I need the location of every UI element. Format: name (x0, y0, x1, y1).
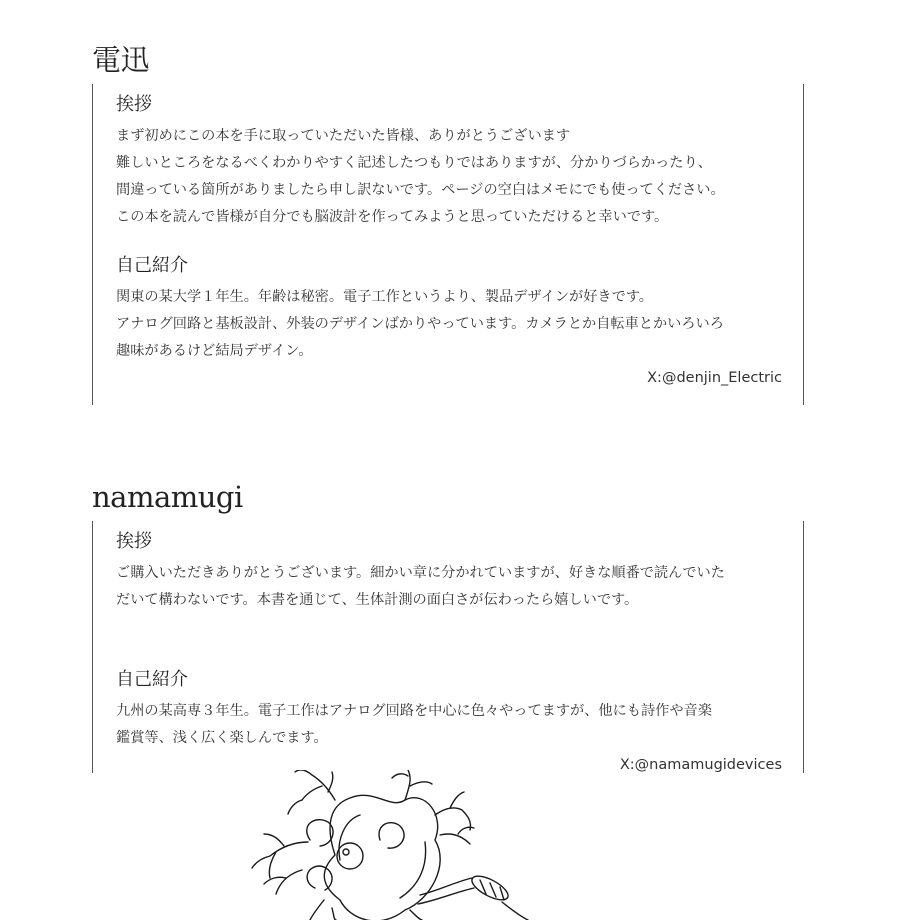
author-card (92, 521, 804, 773)
intro-line: 関東の某大学１年生。年齢は秘密。電子工作というより、製品デザインが好きです。 (116, 289, 653, 305)
intro-text (116, 284, 795, 365)
greeting-text (116, 560, 795, 614)
greeting-line: 難しいところをなるべくわかりやすく記述したつもりではありますが、分かりづらかったり、 (116, 155, 712, 171)
author-name: 電迅 (92, 43, 150, 77)
intro-line: 九州の某高専３年生。電子工作はアナログ回路を中心に色々やってますが、他にも詩作や音楽 (116, 703, 712, 719)
intro-line: 趣味があるけど結局デザイン。 (116, 343, 313, 359)
intro-heading: 自己紹介 (116, 669, 188, 690)
greeting-line: まず初めにこの本を手に取っていただいた皆様、ありがとうございます (116, 128, 571, 144)
intro-line: アナログ回路と基板設計、外装のデザインばかりやっています。カメラとか自転車とかいろいろ (116, 316, 724, 332)
greeting-line: 間違っている箇所がありましたら申し訳ないです。ページの空白はメモにでも使ってください。 (116, 182, 725, 198)
greeting-text (116, 123, 795, 231)
greeting-line: だいて構わないです。本書を通じて、生体計測の面白さが伝わったら嬉しいです。 (116, 592, 639, 608)
intro-heading: 自己紹介 (116, 255, 188, 276)
neuron-illustration-icon (240, 770, 540, 920)
intro-text (116, 698, 795, 752)
greeting-heading: 挨拶 (116, 94, 152, 115)
greeting-line: この本を読んで皆様が自分でも脳波計を作ってみようと思っていただけると幸いです。 (116, 209, 669, 225)
intro-line: 鑑賞等、浅く広く楽しんでます。 (116, 730, 328, 746)
author-card (92, 84, 804, 405)
greeting-heading: 挨拶 (116, 531, 152, 552)
author-name: namamugi (92, 480, 243, 514)
greeting-line: ご購入いただきありがとうございます。細かい章に分かれていますが、好きな順番で読んでいた (116, 565, 725, 581)
social-handle: X:@namamugidevices (619, 757, 782, 773)
social-handle: X:@denjin_Electric (647, 370, 782, 386)
